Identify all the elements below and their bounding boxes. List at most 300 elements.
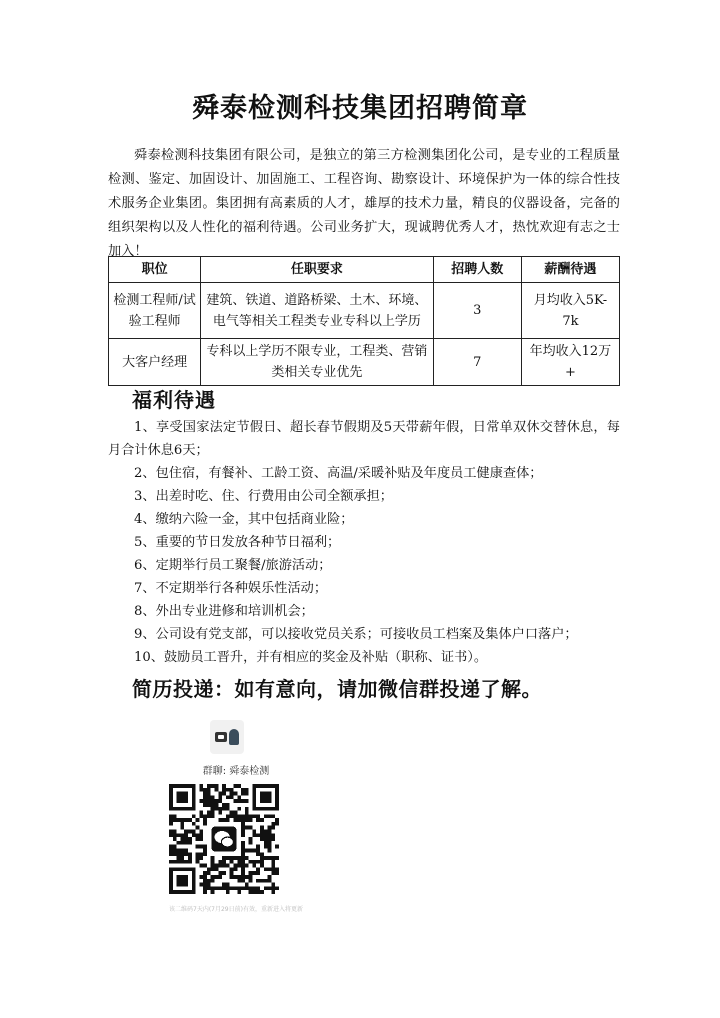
qr-module [241, 867, 245, 871]
qr-module [222, 860, 226, 864]
qr-module [177, 841, 181, 845]
qr-module [271, 833, 275, 837]
cell-salary: 年均收入12万+ [521, 339, 619, 386]
qr-module [268, 845, 272, 849]
qr-module [233, 792, 237, 796]
qr-module [215, 784, 219, 788]
qr-module [218, 886, 222, 890]
qr-module [177, 848, 181, 852]
qr-module [222, 856, 226, 860]
qr-module [249, 818, 253, 822]
qr-module [271, 883, 275, 887]
qr-code[interactable] [169, 784, 279, 894]
qr-module [199, 833, 203, 837]
qr-module [249, 814, 253, 818]
qr-module [237, 864, 241, 868]
qr-module [271, 856, 275, 860]
qr-module [199, 830, 203, 834]
qr-module [203, 818, 207, 822]
qr-module [207, 803, 211, 807]
qr-module [241, 830, 245, 834]
qr-module [196, 852, 200, 856]
qr-module [207, 795, 211, 799]
qr-module [222, 807, 226, 811]
benefits-title: 福利待遇 [132, 388, 216, 412]
qr-module [268, 841, 272, 845]
qr-module [260, 856, 264, 860]
qr-module [271, 886, 275, 890]
qr-module [252, 860, 256, 864]
qr-module [249, 871, 253, 875]
qr-module [203, 795, 207, 799]
qr-module [256, 860, 260, 864]
qr-module [207, 883, 211, 887]
qr-module [241, 860, 245, 864]
qr-module [271, 871, 275, 875]
qr-module [215, 864, 219, 868]
qr-module [184, 860, 188, 864]
qr-module [245, 788, 249, 792]
qr-module [180, 837, 184, 841]
qr-module [192, 822, 196, 826]
qr-module [226, 814, 230, 818]
qr-module [264, 830, 268, 834]
qr-module [218, 875, 222, 879]
job-table [108, 256, 620, 386]
qr-module [252, 848, 256, 852]
qr-module [256, 886, 260, 890]
qr-module [264, 886, 268, 890]
qr-module [192, 814, 196, 818]
qr-module [252, 864, 256, 868]
qr-validity-note: 该二维码7天内(7月29日前)有效，重新进入将更新 [169, 906, 303, 913]
wechat-group-qr-card [152, 712, 320, 922]
qr-module [268, 856, 272, 860]
qr-module [196, 837, 200, 841]
qr-module [177, 852, 181, 856]
qr-module [184, 830, 188, 834]
qr-module [173, 833, 177, 837]
qr-module [203, 883, 207, 887]
header-requirement: 任职要求 [201, 257, 434, 283]
qr-module [180, 848, 184, 852]
qr-module [169, 860, 173, 864]
qr-module [196, 856, 200, 860]
qr-module [230, 886, 234, 890]
qr-module [188, 818, 192, 822]
qr-module [256, 890, 260, 894]
qr-module [226, 803, 230, 807]
qr-module [184, 818, 188, 822]
qr-module [237, 890, 241, 894]
qr-module [215, 803, 219, 807]
qr-module [203, 852, 207, 856]
qr-module [199, 875, 203, 879]
qr-module [173, 848, 177, 852]
qr-module [173, 837, 177, 841]
qr-module [218, 795, 222, 799]
qr-module [275, 818, 279, 822]
qr-module [241, 875, 245, 879]
qr-module [271, 867, 275, 871]
qr-module [211, 875, 215, 879]
qr-module [233, 784, 237, 788]
qr-module [245, 886, 249, 890]
qr-module [271, 864, 275, 868]
qr-module [192, 830, 196, 834]
qr-module [264, 841, 268, 845]
qr-module [226, 818, 230, 822]
qr-module [233, 814, 237, 818]
qr-module [245, 792, 249, 796]
qr-module [203, 886, 207, 890]
qr-module [199, 788, 203, 792]
qr-module [192, 833, 196, 837]
qr-module [245, 856, 249, 860]
qr-module [222, 818, 226, 822]
qr-module [260, 864, 264, 868]
qr-module [222, 803, 226, 807]
qr-module [226, 788, 230, 792]
qr-module [199, 837, 203, 841]
qr-module [256, 845, 260, 849]
qr-module [241, 841, 245, 845]
qr-module [169, 830, 173, 834]
qr-module [211, 795, 215, 799]
cell-count: 7 [433, 339, 521, 386]
qr-module [199, 856, 203, 860]
qr-module [218, 818, 222, 822]
qr-module [268, 833, 272, 837]
qr-module [207, 871, 211, 875]
qr-module [177, 860, 181, 864]
qr-module [188, 852, 192, 856]
qr-module [203, 845, 207, 849]
qr-module [173, 818, 177, 822]
qr-module [241, 886, 245, 890]
qr-module [180, 841, 184, 845]
qr-module [249, 890, 253, 894]
qr-module [199, 864, 203, 868]
qr-module [226, 864, 230, 868]
qr-module [249, 841, 253, 845]
qr-module [256, 867, 260, 871]
list-item: 6、定期举行员工聚餐/旅游活动； [134, 558, 332, 573]
qr-module [226, 795, 230, 799]
header-salary: 薪酬待遇 [521, 257, 619, 283]
qr-module [196, 833, 200, 837]
qr-module [264, 833, 268, 837]
qr-module [207, 879, 211, 883]
qr-module [241, 799, 245, 803]
qr-module [222, 886, 226, 890]
qr-module [233, 856, 237, 860]
cell-position: 检测工程师/试验工程师 [109, 283, 201, 339]
qr-module [230, 856, 234, 860]
qr-module [241, 788, 245, 792]
list-item: 8、外出专业进修和培训机会； [134, 604, 314, 619]
qr-module [215, 886, 219, 890]
qr-module [252, 890, 256, 894]
qr-module [188, 837, 192, 841]
qr-module [203, 875, 207, 879]
qr-module [245, 799, 249, 803]
cell-requirement: 专科以上学历不限专业，工程类、营销类相关专业优先 [201, 339, 434, 386]
qr-module [256, 814, 260, 818]
qr-module [207, 788, 211, 792]
qr-module [230, 814, 234, 818]
qr-module [237, 886, 241, 890]
qr-module [252, 886, 256, 890]
qr-module [215, 867, 219, 871]
list-item: 5、重要的节日发放各种节日福利； [134, 535, 341, 550]
qr-module [211, 803, 215, 807]
qr-module [233, 875, 237, 879]
qr-module [241, 826, 245, 830]
qr-module [237, 807, 241, 811]
cell-count: 3 [433, 283, 521, 339]
qr-module [245, 811, 249, 815]
list-item: 9、公司设有党支部，可以接收党员关系；可接收员工档案及集体户口落户； [134, 627, 578, 642]
qr-module [271, 860, 275, 864]
list-item: 1、享受国家法定节假日、超长春节假期及5天带薪年假，日常单双休交替休息，每月合计休息6天； [108, 420, 620, 458]
qr-module [264, 867, 268, 871]
qr-module [177, 856, 181, 860]
qr-module [211, 879, 215, 883]
qr-module [211, 856, 215, 860]
qr-module [271, 890, 275, 894]
qr-module [245, 875, 249, 879]
qr-module [245, 807, 249, 811]
qr-module [215, 788, 219, 792]
qr-module [268, 875, 272, 879]
qr-module [199, 845, 203, 849]
qr-module [241, 818, 245, 822]
qr-module [275, 867, 279, 871]
qr-module [218, 871, 222, 875]
qr-module [241, 848, 245, 852]
qr-module [169, 814, 173, 818]
qr-module [271, 826, 275, 830]
qr-module [199, 811, 203, 815]
qr-module [230, 871, 234, 875]
qr-module [173, 860, 177, 864]
qr-module [203, 879, 207, 883]
qr-module [237, 799, 241, 803]
qr-module [256, 818, 260, 822]
qr-module [230, 867, 234, 871]
qr-module [245, 814, 249, 818]
qr-module [173, 814, 177, 818]
qr-module [264, 879, 268, 883]
qr-module [184, 841, 188, 845]
qr-module [207, 784, 211, 788]
qr-module [184, 852, 188, 856]
qr-module [245, 818, 249, 822]
qr-module [169, 822, 173, 826]
group-avatar [210, 720, 244, 754]
qr-module [233, 886, 237, 890]
list-item: 3、出差时吃、住、行费用由公司全额承担； [134, 489, 393, 504]
resume-submission-note: 简历投递：如有意向，请加微信群投递了解。 [132, 677, 542, 701]
qr-module [177, 833, 181, 837]
qr-module [233, 811, 237, 815]
qr-module [203, 822, 207, 826]
qr-module [260, 860, 264, 864]
qr-module [252, 830, 256, 834]
qr-module [252, 871, 256, 875]
qr-module [275, 822, 279, 826]
qr-module [271, 814, 275, 818]
qr-module [237, 818, 241, 822]
qr-module [218, 792, 222, 796]
qr-module [211, 811, 215, 815]
qr-module [222, 784, 226, 788]
qr-module [180, 818, 184, 822]
qr-module [268, 814, 272, 818]
company-intro: 舜泰检测科技集团有限公司，是独立的第三方检测集团化公司，是专业的工程质量检测、鉴定、加固设计、加固施工、工程咨询、勘察设计、环境保护为一体的综合性技术服务企业集团。集团拥有高素质的人才，雄厚的技术力量，精良的仪器设备，完备的组织架构以及人性化的福利待遇。公司业务扩大，现诚聘优秀人才，热忱欢迎有志之士加入！ [108, 148, 620, 259]
person-avatar-icon [229, 729, 239, 745]
qr-module [260, 837, 264, 841]
qr-module [211, 867, 215, 871]
qr-module [268, 837, 272, 841]
qr-module [203, 788, 207, 792]
qr-module [241, 814, 245, 818]
benefits-list [108, 416, 620, 669]
qr-module [169, 833, 173, 837]
cell-salary: 月均收入5K-7k [521, 283, 619, 339]
qr-module [241, 792, 245, 796]
qr-module [207, 814, 211, 818]
qr-module [245, 848, 249, 852]
qr-module [180, 856, 184, 860]
qr-module [237, 814, 241, 818]
qr-module [275, 856, 279, 860]
list-item: 4、缴纳六险一金，其中包括商业险； [134, 512, 354, 527]
table-row [109, 283, 620, 339]
qr-module [256, 852, 260, 856]
qr-module [275, 886, 279, 890]
qr-module [180, 852, 184, 856]
header-position: 职位 [109, 257, 201, 283]
qr-module [222, 864, 226, 868]
qr-module [233, 818, 237, 822]
qr-module [256, 871, 260, 875]
qr-module [241, 879, 245, 883]
qr-module [173, 845, 177, 849]
qr-module [215, 875, 219, 879]
qr-module [260, 830, 264, 834]
qr-module [226, 886, 230, 890]
qr-module [211, 807, 215, 811]
qr-module [237, 856, 241, 860]
qr-module [237, 795, 241, 799]
cell-position: 大客户经理 [109, 339, 201, 386]
qr-module [203, 848, 207, 852]
qr-module [256, 879, 260, 883]
qr-module [218, 860, 222, 864]
qr-module [237, 860, 241, 864]
qr-module [222, 883, 226, 887]
qr-module [222, 871, 226, 875]
qr-module [173, 830, 177, 834]
qr-module [218, 864, 222, 868]
qr-module [215, 807, 219, 811]
list-item: 10、鼓励员工晋升，并有相应的奖金及补贴（职称、证书）。 [134, 650, 488, 665]
qr-module [260, 833, 264, 837]
qr-module [275, 845, 279, 849]
qr-module [211, 864, 215, 868]
qr-module [256, 833, 260, 837]
qr-module [226, 856, 230, 860]
qr-module [184, 837, 188, 841]
qr-module [237, 875, 241, 879]
qr-module [230, 795, 234, 799]
qr-module [237, 879, 241, 883]
qr-module [268, 867, 272, 871]
qr-module [207, 799, 211, 803]
qr-module [245, 826, 249, 830]
qr-module [207, 811, 211, 815]
qr-module [256, 848, 260, 852]
qr-module [268, 830, 272, 834]
qr-module [196, 818, 200, 822]
qr-module [199, 814, 203, 818]
qr-module [264, 856, 268, 860]
qr-module [180, 822, 184, 826]
panda-avatar-icon [215, 732, 227, 742]
page-title: 舜泰检测科技集团招聘简章 [192, 93, 528, 124]
qr-module [199, 799, 203, 803]
qr-module [203, 890, 207, 894]
qr-module [264, 837, 268, 841]
qr-module [249, 879, 253, 883]
qr-module [237, 784, 241, 788]
table-header-row [109, 257, 620, 283]
qr-module [196, 860, 200, 864]
qr-module [230, 811, 234, 815]
qr-module [275, 871, 279, 875]
qr-module [230, 792, 234, 796]
qr-module [271, 837, 275, 841]
qr-module [264, 845, 268, 849]
qr-module [218, 799, 222, 803]
qr-module [203, 803, 207, 807]
qr-module [188, 830, 192, 834]
qr-module [180, 833, 184, 837]
qr-module [249, 875, 253, 879]
qr-module [226, 890, 230, 894]
qr-module [241, 833, 245, 837]
qr-module [222, 792, 226, 796]
qr-module [268, 848, 272, 852]
qr-module [173, 852, 177, 856]
qr-module [184, 848, 188, 852]
qr-module [203, 792, 207, 796]
qr-module [230, 875, 234, 879]
qr-module [268, 879, 272, 883]
qr-module [260, 852, 264, 856]
qr-module [211, 890, 215, 894]
list-item: 7、不定期举行各种娱乐性活动； [134, 581, 328, 596]
qr-module [211, 784, 215, 788]
qr-module [184, 833, 188, 837]
table-row [109, 339, 620, 386]
qr-module [245, 864, 249, 868]
qr-module [211, 886, 215, 890]
qr-module [169, 848, 173, 852]
qr-module [203, 814, 207, 818]
